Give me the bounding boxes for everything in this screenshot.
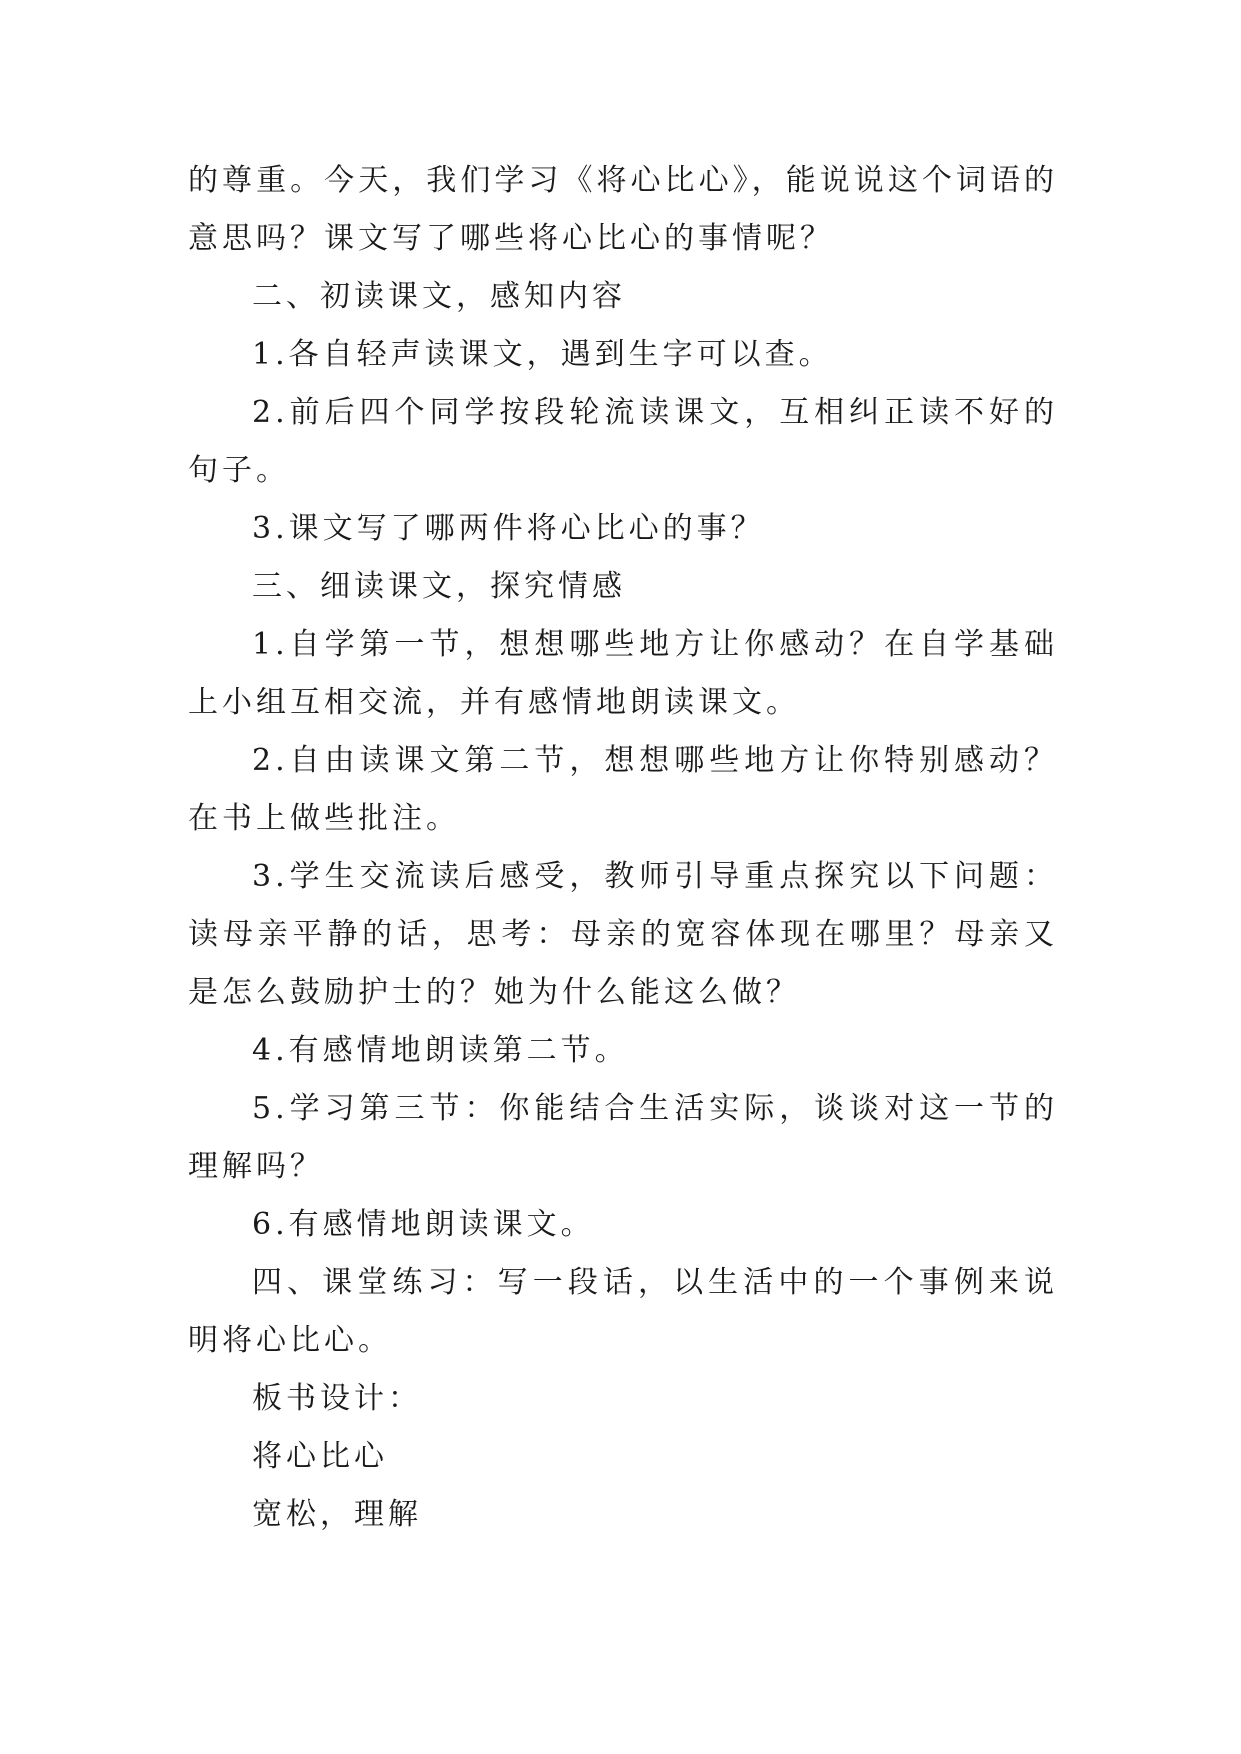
- paragraph-intro-continuation: 的尊重。今天，我们学习《将心比心》，能说说这个词语的意思吗？课文写了哪些将心比心的事情呢？: [188, 163, 1058, 256]
- blackboard-title: 将心比心: [252, 1439, 388, 1474]
- list-item: 6.有感情地朗读课文。: [252, 1207, 595, 1242]
- list-item: 5.学习第三节：你能结合生活实际，谈谈对这一节的理解吗？: [188, 1091, 1058, 1184]
- section-heading-first-reading: 二、初读课文，感知内容: [252, 279, 626, 314]
- list-item: 2.前后四个同学按段轮流读课文，互相纠正读不好的句子。: [188, 395, 1058, 488]
- section-heading-classroom-exercise: 四、课堂练习：写一段话，以生活中的一个事例来说明将心比心。: [188, 1265, 1058, 1358]
- blackboard-keywords: 宽松，理解: [252, 1497, 422, 1532]
- section-heading-close-reading: 三、细读课文，探究情感: [252, 569, 626, 604]
- blackboard-design-label: 板书设计：: [252, 1381, 422, 1416]
- list-item: 1.各自轻声读课文，遇到生字可以查。: [252, 337, 833, 372]
- document-body: [188, 152, 1058, 1544]
- list-item: 4.有感情地朗读第二节。: [252, 1033, 629, 1068]
- list-item: 1.自学第一节，想想哪些地方让你感动？在自学基础上小组互相交流，并有感情地朗读课文。: [188, 627, 1058, 720]
- list-item: 3.学生交流读后感受，教师引导重点探究以下问题：读母亲平静的话，思考：母亲的宽容体现在哪里？母亲又是怎么鼓励护士的？她为什么能这么做？: [188, 859, 1058, 1010]
- list-item: 2.自由读课文第二节，想想哪些地方让你特别感动？在书上做些批注。: [188, 743, 1058, 836]
- list-item: 3.课文写了哪两件将心比心的事？: [252, 511, 765, 546]
